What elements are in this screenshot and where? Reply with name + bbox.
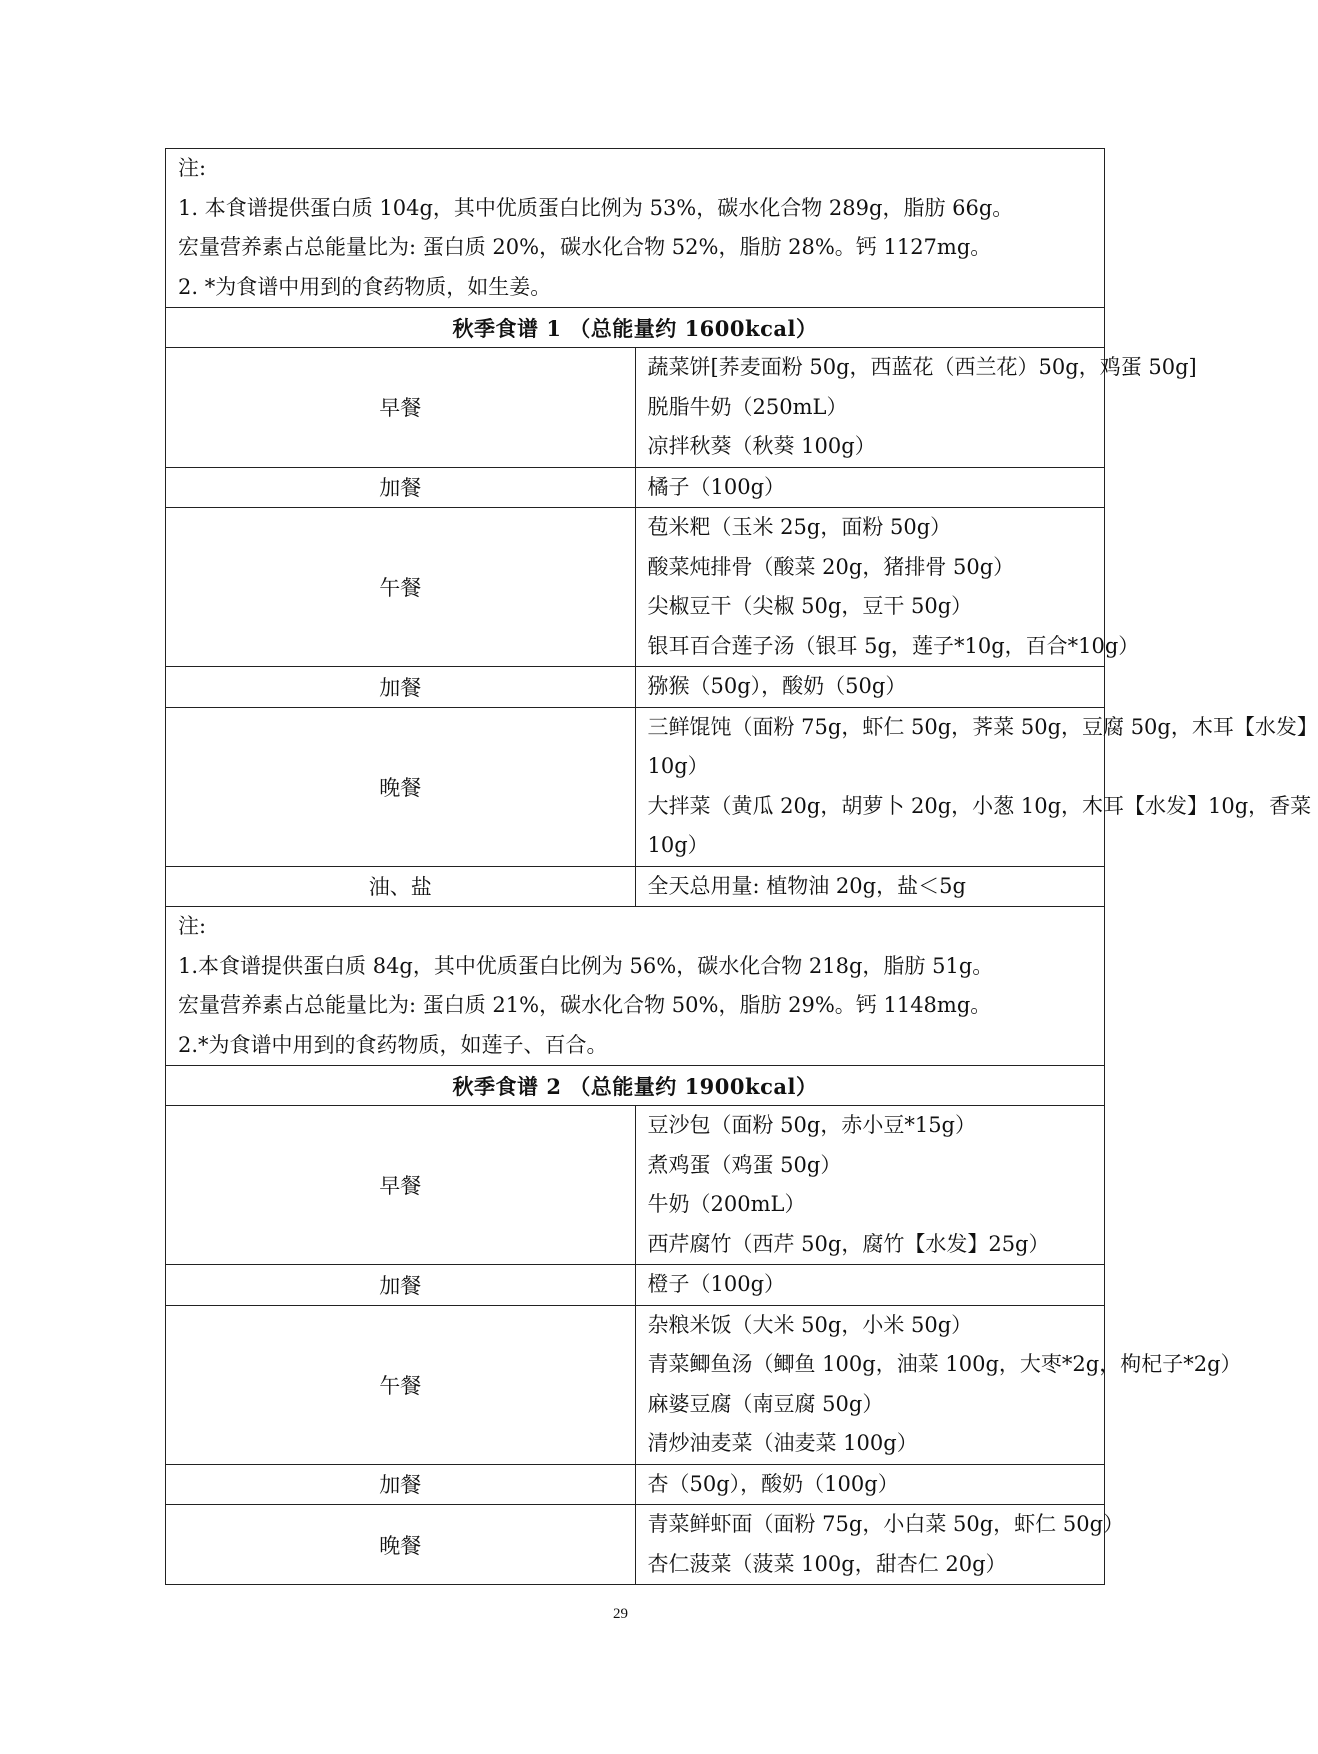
meal-row [166, 508, 1105, 667]
note-line: 1.本食谱提供蛋白质 84g，其中优质蛋白比例为 56%，碳水化合物 218g，脂肪 51g。 [178, 953, 994, 978]
meal-row [166, 707, 1105, 866]
meal-items [635, 1305, 1242, 1464]
meal-item: 橘子（100g） [647, 474, 786, 499]
meal-item: 银耳百合莲子汤（银耳 5g，莲子*10g，百合*10g） [647, 633, 1140, 658]
note-row [166, 907, 1105, 1066]
meal-item: 青菜鲫鱼汤（鲫鱼 100g，油菜 100g，大枣*2g，枸杞子*2g） [647, 1352, 1242, 1376]
meal-item: 杂粮米饭（大米 50g，小米 50g） [647, 1312, 973, 1337]
meal-item: 煮鸡蛋（鸡蛋 50g） [647, 1152, 842, 1177]
meal-items [635, 866, 1105, 907]
meal-name: 加餐 [166, 1464, 636, 1505]
meal-items [635, 467, 1105, 508]
title-row [166, 308, 1105, 348]
page-number: 29 [613, 1606, 628, 1622]
meal-items [635, 348, 1197, 468]
meal-items [635, 1505, 1125, 1585]
meal-items [635, 1464, 1105, 1505]
meal-item: 尖椒豆干（尖椒 50g，豆干 50g） [647, 594, 973, 618]
meal-row [166, 667, 1105, 708]
meal-row [166, 467, 1105, 508]
note-line: 1. 本食谱提供蛋白质 104g，其中优质蛋白比例为 53%，碳水化合物 289g，脂肪 66g。 [178, 195, 1014, 220]
meal-item: 杏仁菠菜（菠菜 100g，甜杏仁 20g） [647, 1551, 1007, 1576]
meal-item: 西芹腐竹（西芹 50g，腐竹【水发】25g） [647, 1231, 1050, 1256]
meal-items [635, 707, 1318, 866]
meal-item: 全天总用量: 植物油 20g，盐＜5g [647, 873, 966, 898]
meal-items [635, 1265, 1105, 1306]
meal-item: 豆沙包（面粉 50g，赤小豆*15g） [647, 1113, 977, 1137]
meal-row [166, 1464, 1105, 1505]
meal-item: 猕猴（50g），酸奶（50g） [647, 674, 907, 698]
recipe1-title: 秋季食谱 1 （总能量约 1600kcal） [166, 308, 1105, 348]
meal-item: 酸菜炖排骨（酸菜 20g，猪排骨 50g） [647, 554, 1015, 579]
meal-name: 油、盐 [166, 866, 636, 907]
meal-name: 加餐 [166, 1265, 636, 1306]
recipe2-title: 秋季食谱 2 （总能量约 1900kcal） [166, 1066, 1105, 1106]
title-row [166, 1066, 1105, 1106]
meal-row [166, 866, 1105, 907]
meal-item: 凉拌秋葵（秋葵 100g） [647, 434, 876, 458]
meal-item: 青菜鲜虾面（面粉 75g，小白菜 50g，虾仁 50g） [647, 1512, 1125, 1536]
note-top [166, 149, 1105, 308]
meal-item: 10g） [647, 754, 709, 778]
meal-item: 蔬菜饼[荞麦面粉 50g，西蓝花（西兰花）50g，鸡蛋 50g] [647, 355, 1197, 379]
meal-item: 橙子（100g） [647, 1272, 786, 1296]
meal-item: 脱脂牛奶（250mL） [647, 394, 848, 419]
meal-item: 清炒油麦菜（油麦菜 100g） [647, 1431, 918, 1455]
meal-items [635, 508, 1140, 667]
meal-row [166, 1265, 1105, 1306]
meal-name: 加餐 [166, 667, 636, 708]
note-line: 2.*为食谱中用到的食药物质，如莲子、百合。 [178, 1032, 608, 1057]
meal-item: 牛奶（200mL） [647, 1192, 806, 1216]
meal-items [635, 667, 1105, 708]
note-line: 宏量营养素占总能量比为: 蛋白质 21%，碳水化合物 50%，脂肪 29%。钙 1148mg。 [178, 993, 992, 1017]
note-line: 注: [178, 914, 207, 938]
meal-row [166, 1106, 1105, 1265]
recipe-table [165, 148, 1318, 1585]
note-line: 宏量营养素占总能量比为: 蛋白质 20%，碳水化合物 52%，脂肪 28%。钙 1127mg。 [178, 235, 992, 259]
meal-item: 大拌菜（黄瓜 20g，胡萝卜 20g，小葱 10g，木耳【水发】10g，香菜 [647, 793, 1312, 818]
meal-item: 杏（50g），酸奶（100g） [647, 1471, 899, 1496]
note-line: 注: [178, 156, 207, 180]
meal-item: 麻婆豆腐（南豆腐 50g） [647, 1391, 884, 1416]
meal-name: 午餐 [166, 508, 636, 667]
meal-name: 加餐 [166, 467, 636, 508]
meal-row [166, 1305, 1105, 1464]
meal-name: 早餐 [166, 348, 636, 468]
meal-items [635, 1106, 1105, 1265]
recipe1-note [166, 907, 1105, 1066]
meal-name: 午餐 [166, 1305, 636, 1464]
meal-item: 10g） [647, 833, 709, 857]
meal-row [166, 348, 1105, 468]
note-line: 2. *为食谱中用到的食药物质，如生姜。 [178, 274, 552, 299]
meal-name: 晚餐 [166, 1505, 636, 1585]
meal-name: 晚餐 [166, 707, 636, 866]
meal-item: 苞米粑（玉米 25g，面粉 50g） [647, 515, 952, 539]
note-row [166, 149, 1105, 308]
meal-row [166, 1505, 1105, 1585]
meal-name: 早餐 [166, 1106, 636, 1265]
meal-item: 三鲜馄饨（面粉 75g，虾仁 50g，荠菜 50g，豆腐 50g，木耳【水发】 [647, 714, 1318, 739]
